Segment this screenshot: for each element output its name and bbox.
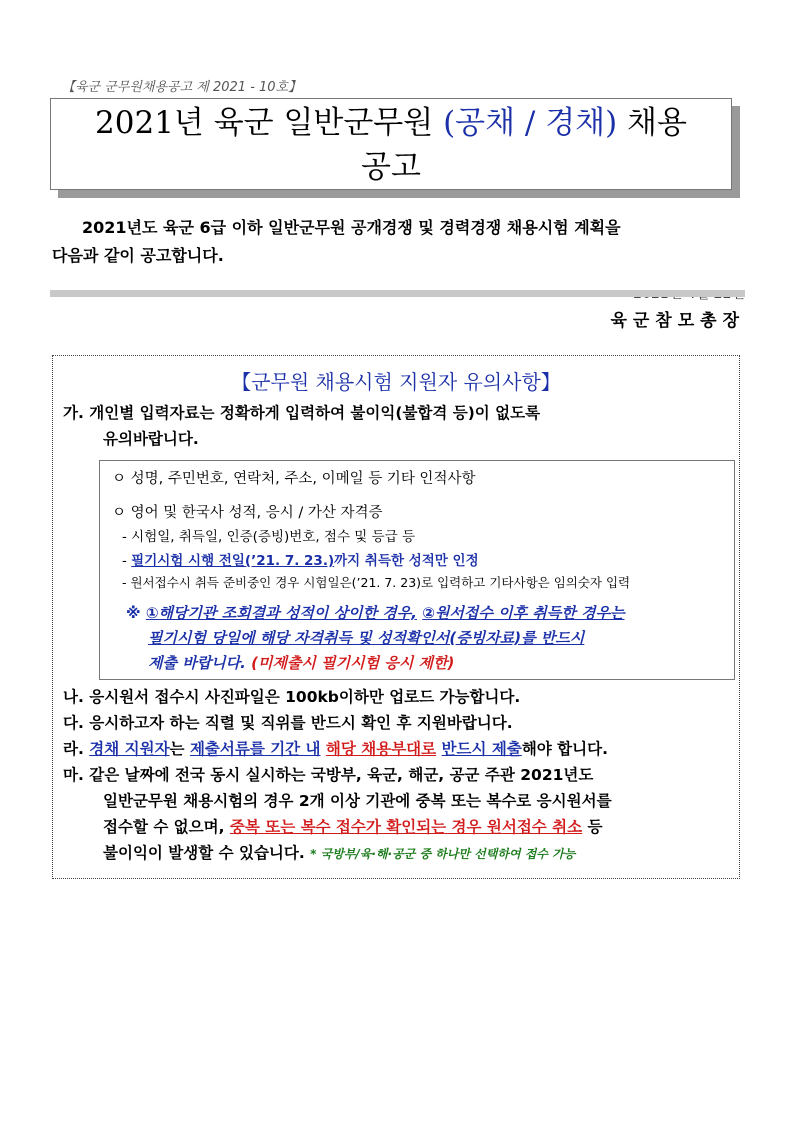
title-line-1 [51,101,731,145]
applicant-notes-box [52,355,740,879]
item-ra-mid: 는 [169,740,185,758]
item-ga-line-1: 개인별 입력자료는 정확하게 입력하여 불이익(불합격 등)이 없도록 [89,404,541,422]
item-ma-line-3-red: 중복 또는 복수 접수가 확인되는 경우 원서접수 취소 [229,818,583,836]
title-part-1: 2021년 육군 일반군무원 [95,105,434,141]
note-line-2: 필기시험 당일에 해당 자격취득 및 성적확인서(증빙자료)를 반드시 [148,629,585,647]
sub-pending-input: - 원서접수시 취득 준비중인 경우 시험일은(’21. 7. 23)로 입력하고 기타사항은 임의숫자 입력 [122,575,631,590]
note-line-3b: (미제출시 필기시험 응시 제한) [251,654,455,672]
item-ma-line-4: 불이익이 발생할 수 있습니다. [103,844,305,862]
item-ma-line-2: 일반군무원 채용시험의 경우 2개 이상 기관에 중복 또는 복수로 응시원서를 [103,792,612,810]
item-ra-marker: 라. [63,740,84,758]
item-ma-line-3b: 등 [587,818,603,836]
title-line-2: 공고 [361,149,421,185]
intro-line-1: 2021년도 육군 6급 이하 일반군무원 공개경쟁 및 경력경쟁 채용시험 계획을 [82,218,621,237]
sub-deadline-suffix: 까지 취득한 성적만 인정 [334,553,479,569]
item-ma [63,762,743,867]
note-part-2: ②원서접수 이후 취득한 경우는 [422,604,625,622]
item-ma-line-1: 같은 날짜에 전국 동시 실시하는 국방부, 육군, 해군, 공군 주관 2021년도 [89,766,594,784]
item-ma-marker: 마. [63,766,84,784]
sub-deadline [122,549,479,569]
issuer: 육군참모총장 [610,311,745,331]
item-ra-submit: 반드시 제출 [441,740,522,758]
item-ma-line-3a: 접수할 수 없으며, [103,818,225,836]
bullet-scores: ㅇ 영어 및 한국사 성적, 응시 / 가산 자격증 [112,505,383,521]
item-ra-unit: 해당 채용부대로 [325,740,437,758]
item-ga-marker: 가. [63,404,84,422]
title-box [50,98,732,190]
item-ga [63,400,743,452]
item-ma-green-note: * 국방부/육·해·공군 중 하나만 선택하여 접수 가능 [310,847,576,861]
item-ga-line-2: 유의바랍니다. [103,430,199,448]
item-da: 다. 응시하고자 하는 직렬 및 직위를 반드시 확인 후 지원바랍니다. [63,714,513,732]
intro-line-2: 다음과 같이 공고합니다. [52,246,224,265]
item-ra-end: 해야 합니다. [521,740,608,758]
title-paren: (공채 / 경채) [443,105,618,141]
item-ra [63,736,743,762]
sub-deadline-prefix: - [122,553,132,569]
sub-exam-info: - 시험일, 취득일, 인증(증빙)번호, 점수 및 등급 등 [122,529,416,545]
inner-warning-note [126,601,726,676]
item-ra-docs: 제출서류를 기간 내 [189,740,321,758]
inner-details-box [99,460,735,680]
intro-paragraph [52,214,746,270]
title-part-2: 채용 [627,105,687,141]
item-na: 나. 응시원서 접수시 사진파일은 100kb이하만 업로드 가능합니다. [63,688,521,706]
item-ra-target: 경채 지원자 [89,740,170,758]
bullet-personal-info: ㅇ 성명, 주민번호, 연락처, 주소, 이메일 등 기타 인적사항 [112,471,476,487]
note-mark: ※ [126,604,141,622]
divider-bar [50,290,745,297]
note-part-1: ①해당기관 조회결과 성적이 상이한 경우, [145,604,417,622]
box-heading: 【군무원 채용시험 지원자 유의사항】 [231,370,561,394]
sub-deadline-date: 필기시험 시행 전일(’21. 7. 23.) [131,553,335,569]
note-line-3a: 제출 바랍니다. [148,654,246,672]
notice-number: 【육군 군무원채용공고 제 2021 - 10호】 [62,80,302,95]
